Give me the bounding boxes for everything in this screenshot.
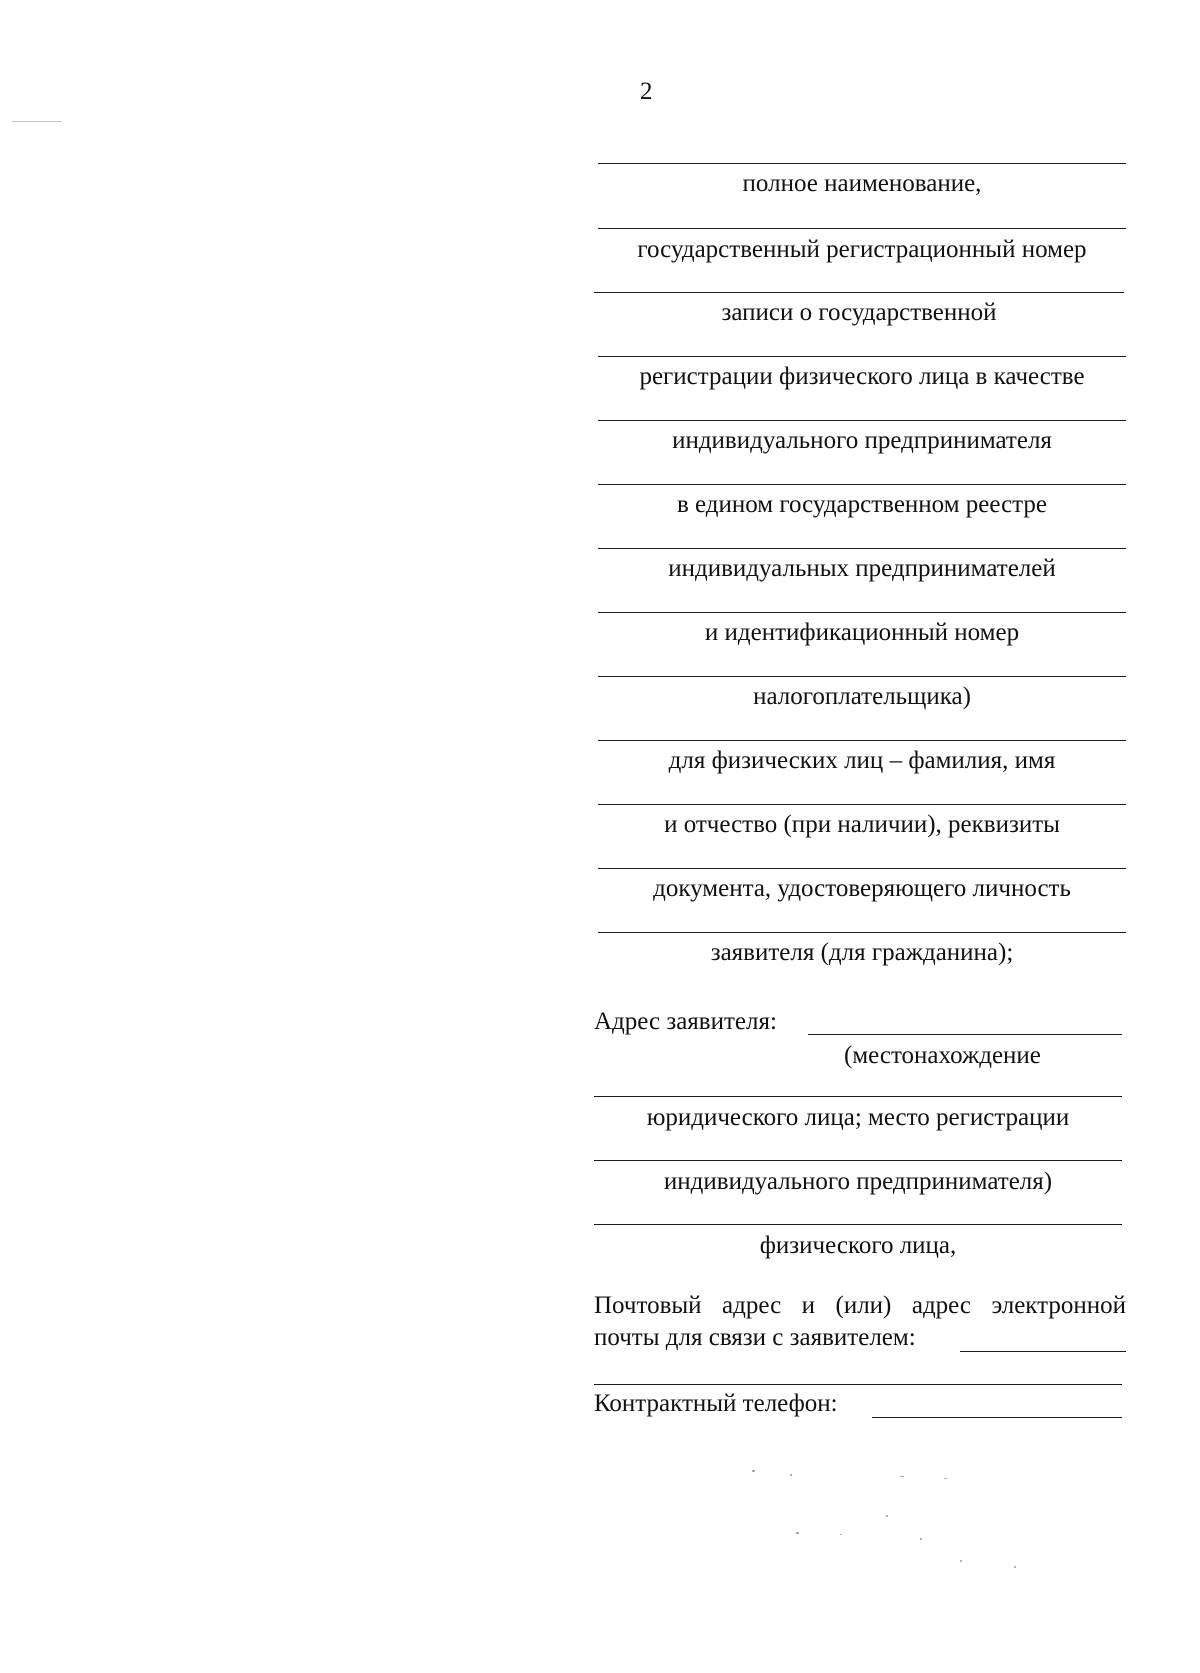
field-caption: индивидуальных предпринимателей [668,555,1056,582]
field-caption: полное наименование, [742,170,982,197]
fill-line[interactable] [594,292,1124,293]
scan-speck [944,1478,947,1479]
scan-speck [12,121,62,122]
address-hint: (местонахождение [844,1042,1041,1069]
scan-speck [960,1560,962,1562]
fill-line[interactable] [598,163,1126,164]
fill-line[interactable] [598,612,1126,613]
field-caption: в едином государственном реестре [676,491,1048,518]
field-caption: физического лица, [759,1232,957,1259]
field-caption: индивидуального предпринимателя [672,427,1052,454]
field-caption: налогоплательщика) [753,683,971,710]
field-caption: записи о государственной [721,299,997,326]
fill-line[interactable] [598,868,1126,869]
fill-line[interactable] [598,356,1126,357]
field-caption: заявителя (для гражданина); [710,939,1014,966]
phone-label: Контрактный телефон: [594,1390,838,1417]
field-caption: государственный регистрационный номер [637,236,1087,263]
scan-speck [920,1538,922,1540]
fill-line[interactable] [598,228,1126,229]
fill-line[interactable] [594,1096,1122,1097]
fill-line[interactable] [598,740,1126,741]
page-number: 2 [640,78,653,105]
scan-speck [900,1476,904,1477]
scan-speck [1014,1566,1016,1568]
fill-line[interactable] [594,1160,1122,1161]
scan-speck [796,1532,799,1534]
field-caption: для физических лиц – фамилия, имя [668,747,1056,774]
field-caption: и идентификационный номер [704,619,1020,646]
scan-speck [790,1474,792,1476]
fill-line[interactable] [598,804,1126,805]
field-caption: индивидуального предпринимателя) [663,1168,1053,1195]
field-caption: юридического лица; место регистрации [646,1104,1070,1131]
fill-line[interactable] [598,420,1126,421]
postal-fill-line[interactable] [960,1351,1126,1352]
field-caption: документа, удостоверяющего личность [653,875,1071,902]
postal-label-line2: почты для связи с заявителем: [594,1324,916,1351]
scan-speck [886,1515,888,1517]
fill-line[interactable] [594,1224,1122,1225]
fill-line[interactable] [598,932,1126,933]
field-caption: и отчество (при наличии), реквизиты [664,811,1060,838]
fill-line[interactable] [598,676,1126,677]
address-fill-line[interactable] [808,1034,1122,1035]
phone-fill-line[interactable] [872,1417,1122,1418]
scan-speck [840,1534,842,1535]
postal-fill-line-2[interactable] [594,1384,1122,1385]
fill-line[interactable] [598,548,1126,549]
field-caption: регистрации физического лица в качестве [639,363,1085,390]
fill-line[interactable] [598,484,1126,485]
address-label: Адрес заявителя: [594,1008,777,1035]
postal-label-line1: Почтовый адрес и (или) адрес электронной [594,1292,1126,1319]
scan-speck [752,1470,755,1472]
